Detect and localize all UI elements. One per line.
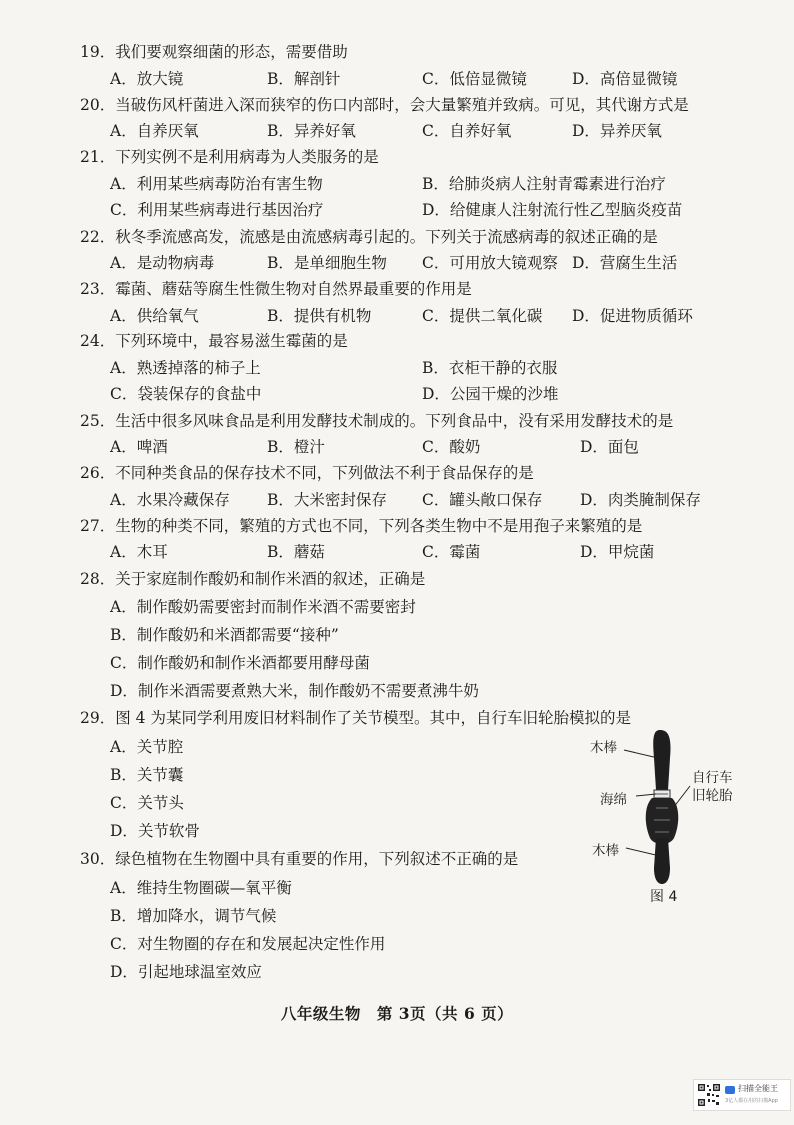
question-27-option-c: C．霉菌 bbox=[422, 543, 481, 561]
question-27-option-a: A．木耳 bbox=[110, 543, 168, 561]
question-26-option-c: C．罐头敞口保存 bbox=[422, 491, 543, 509]
question-21-stem: 21．下列实例不是利用病毒为人类服务的是 bbox=[80, 148, 379, 166]
figure-4-joint-model bbox=[590, 728, 780, 908]
question-23-option-a: A．供给氧气 bbox=[110, 307, 199, 325]
question-21-option-c: C．利用某些病毒进行基因治疗 bbox=[110, 201, 324, 219]
question-26-option-b: B．大米密封保存 bbox=[267, 491, 387, 509]
question-29-option-b: B．关节囊 bbox=[110, 766, 184, 784]
question-24-option-b: B．衣柜干静的衣服 bbox=[422, 359, 558, 377]
question-27-option-b: B．蘑菇 bbox=[267, 543, 325, 561]
question-19-option-a: A．放大镜 bbox=[110, 70, 184, 88]
question-29-option-c: C．关节头 bbox=[110, 794, 184, 812]
question-22-stem: 22．秋冬季流感高发，流感是由流感病毒引起的。下列关于流感病毒的叙述正确的是 bbox=[80, 228, 658, 246]
question-22-option-d: D．营腐生生活 bbox=[572, 254, 678, 272]
question-29-option-d: D．关节软骨 bbox=[110, 822, 200, 840]
question-22-option-a: A．是动物病毒 bbox=[110, 254, 215, 272]
question-28-option-b: B．制作酸奶和米酒都需要“接种” bbox=[110, 626, 339, 644]
question-23-option-c: C．提供二氧化碳 bbox=[422, 307, 543, 325]
label-sponge: 海绵 bbox=[600, 792, 627, 808]
scanner-badge-subtitle: 3亿人都在用的扫描App bbox=[725, 1098, 778, 1104]
question-25-option-b: B．橙汁 bbox=[267, 438, 325, 456]
question-20-stem: 20．当破伤风杆菌进入深而狭窄的伤口内部时，会大量繁殖并致病。可见，其代谢方式是 bbox=[80, 96, 689, 114]
question-28-stem: 28．关于家庭制作酸奶和制作米酒的叙述，正确是 bbox=[80, 570, 426, 588]
label-stick-top: 木棒 bbox=[590, 740, 617, 756]
question-26-stem: 26．不同种类食品的保存技术不同，下列做法不利于食品保存的是 bbox=[80, 464, 534, 482]
question-25-stem: 25．生活中很多风味食品是利用发酵技术制成的。下列食品中，没有采用发酵技术的是 bbox=[80, 412, 674, 430]
question-28-option-c: C．制作酸奶和制作米酒都要用酵母菌 bbox=[110, 654, 370, 672]
question-21-option-d: D．给健康人注射流行性乙型脑炎疫苗 bbox=[422, 201, 683, 219]
question-24-option-a: A．熟透掉落的柿子上 bbox=[110, 359, 261, 377]
question-20-option-c: C．自养好氧 bbox=[422, 122, 512, 140]
question-24-stem: 24．下列环境中，最容易滋生霉菌的是 bbox=[80, 332, 348, 350]
question-23-stem: 23．霉菌、蘑菇等腐生性微生物对自然界最重要的作用是 bbox=[80, 280, 472, 298]
question-25-option-a: A．啤酒 bbox=[110, 438, 168, 456]
question-19-option-d: D．高倍显微镜 bbox=[572, 70, 678, 88]
question-26-option-a: A．水果冷藏保存 bbox=[110, 491, 230, 509]
question-19-stem: 19．我们要观察细菌的形态，需要借助 bbox=[80, 43, 348, 61]
question-24-option-c: C．袋装保存的食盐中 bbox=[110, 385, 262, 403]
question-29-stem: 29．图 4 为某同学利用废旧材料制作了关节模型。其中，自行车旧轮胎模拟的是 bbox=[80, 709, 631, 727]
question-28-option-a: A．制作酸奶需要密封而制作米酒不需要密封 bbox=[110, 598, 416, 616]
label-tire-line2: 旧轮胎 bbox=[692, 788, 733, 804]
question-22-option-b: B．是单细胞生物 bbox=[267, 254, 387, 272]
question-19-option-b: B．解剖针 bbox=[267, 70, 341, 88]
joint-model-drawing bbox=[590, 728, 780, 888]
question-30-option-c: C．对生物圈的存在和发展起决定性作用 bbox=[110, 935, 386, 953]
question-20-option-b: B．异养好氧 bbox=[267, 122, 356, 140]
question-27-stem: 27．生物的种类不同，繁殖的方式也不同，下列各类生物中不是用孢子来繁殖的是 bbox=[80, 517, 643, 535]
question-30-option-b: B．增加降水，调节气候 bbox=[110, 907, 277, 925]
question-25-option-c: C．酸奶 bbox=[422, 438, 481, 456]
question-23-option-d: D．促进物质循环 bbox=[572, 307, 693, 325]
question-20-option-d: D．异养厌氧 bbox=[572, 122, 662, 140]
question-21-option-b: B．给肺炎病人注射青霉素进行治疗 bbox=[422, 175, 666, 193]
scanner-watermark-badge bbox=[693, 1079, 791, 1111]
question-28-option-d: D．制作米酒需要煮熟大米，制作酸奶不需要煮沸牛奶 bbox=[110, 682, 479, 700]
question-24-option-d: D．公园干燥的沙堆 bbox=[422, 385, 559, 403]
question-20-option-a: A．自养厌氧 bbox=[110, 122, 199, 140]
question-27-option-d: D．甲烷菌 bbox=[580, 543, 655, 561]
question-21-option-a: A．利用某些病毒防治有害生物 bbox=[110, 175, 323, 193]
scanner-badge-title: 扫描全能王 bbox=[738, 1084, 778, 1093]
question-22-option-c: C．可用放大镜观察 bbox=[422, 254, 558, 272]
question-30-stem: 30．绿色植物在生物圈中具有重要的作用，下列叙述不正确的是 bbox=[80, 850, 519, 868]
label-stick-bottom: 木棒 bbox=[592, 843, 619, 859]
question-26-option-d: D．肉类腌制保存 bbox=[580, 491, 701, 509]
figure-caption: 图 4 bbox=[650, 889, 678, 905]
question-30-option-a: A．维持生物圈碳—氧平衡 bbox=[110, 879, 292, 897]
question-29-option-a: A．关节腔 bbox=[110, 738, 184, 756]
question-19-option-c: C．低倍显微镜 bbox=[422, 70, 527, 88]
question-23-option-b: B．提供有机物 bbox=[267, 307, 372, 325]
scanner-logo-icon bbox=[725, 1086, 735, 1094]
qr-code-icon bbox=[697, 1083, 721, 1107]
question-30-option-d: D．引起地球温室效应 bbox=[110, 963, 262, 981]
label-tire-line1: 自行车 bbox=[692, 770, 733, 786]
page-footer: 八年级生物 第 3页（共 6 页） bbox=[280, 1004, 514, 1023]
question-25-option-d: D．面包 bbox=[580, 438, 639, 456]
